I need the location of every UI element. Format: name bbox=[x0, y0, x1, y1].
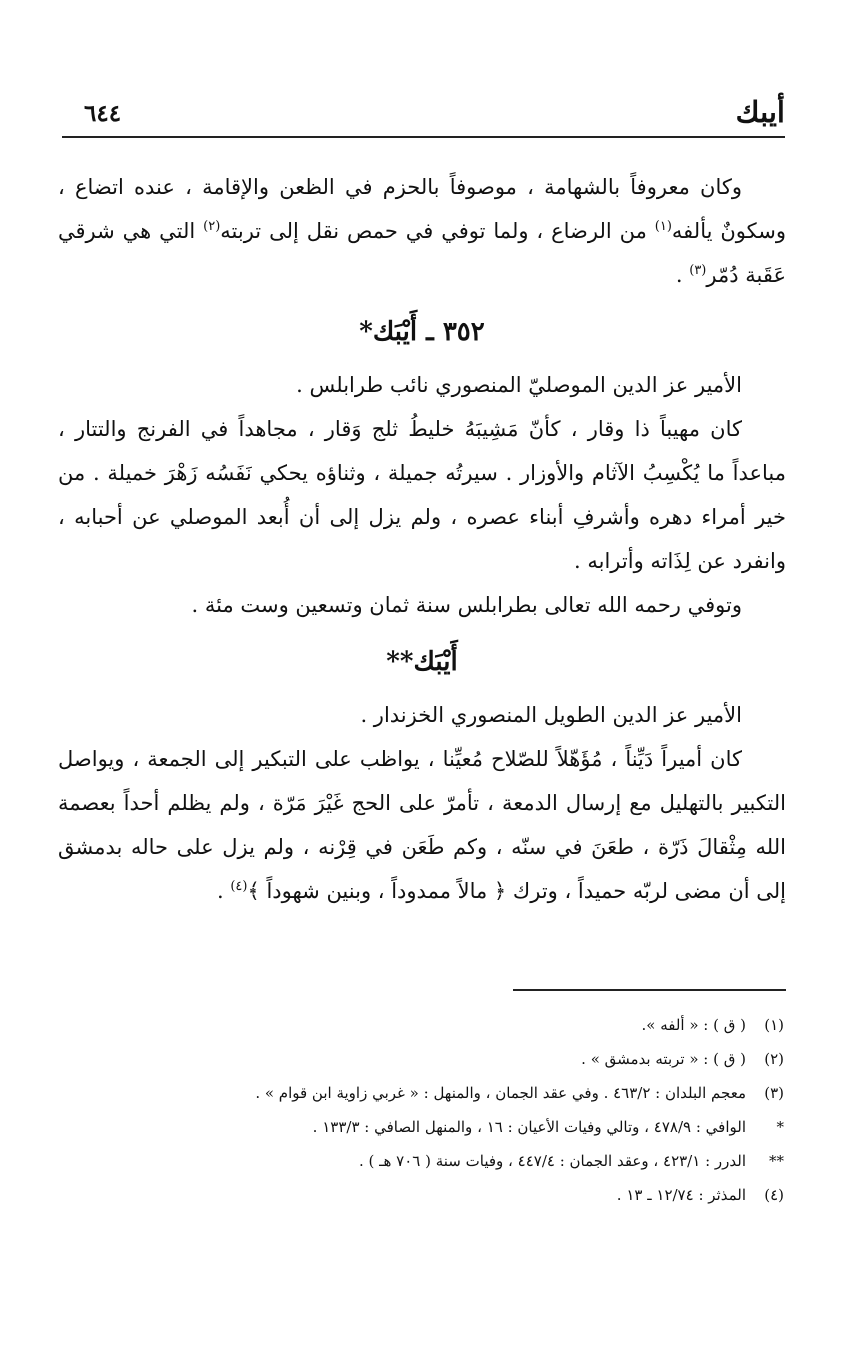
footnote-mark: (٤) bbox=[764, 1186, 784, 1204]
footnote-item bbox=[180, 1144, 784, 1178]
footnote-text: ( ق ) : « ألفه ». bbox=[641, 1016, 746, 1034]
entry-352-intro: الأمير عز الدين الموصليّ المنصوري نائب طرابلس . bbox=[296, 373, 742, 397]
footnote-item bbox=[180, 1042, 784, 1076]
previous-entry-paragraph bbox=[58, 165, 786, 297]
footnote-text: الدرر : ٤٢٣/١ ، وعقد الجمان : ٤٤٧/٤ ، وفيات سنة ( ٧٠٦ هـ ) . bbox=[358, 1152, 746, 1170]
running-header bbox=[62, 92, 785, 138]
footnote-ref-2: (٢) bbox=[203, 219, 221, 234]
footnote-ref-3: (٣) bbox=[689, 263, 707, 278]
footnote-mark: (٣) bbox=[764, 1084, 784, 1102]
footnote-text: المذثر : ١٢/٧٤ ـ ١٣ . bbox=[616, 1186, 746, 1204]
footnote-item bbox=[180, 1076, 784, 1110]
entry-next-body: كان أميراً دَيِّناً ، مُؤَهّلاً للصّلاح مُعيِّنا ، يواظب على التبكير إلى الجمعة ، ويواصل التكبير بالتهليل مع إرسال الدمعة ، تأمرّ على الحج غَيْرَ مَرّة ، ولم يظلم أحداً بعصمة الله مِثْقالَ ذَرّة ، طعَنَ في سنّه ، وكم طَعَن في قِرْنه ، ولم يزل على حاله بدمشق إلى أن مضى لربّه حميداً ، وترك ﴿ مالاً ممدوداً ، وبنين شهوداً ﴾ bbox=[58, 747, 787, 903]
header-title: أيبك bbox=[735, 95, 785, 129]
footnote-mark: * bbox=[776, 1118, 784, 1136]
footnote-text: الوافي : ٤٧٨/٩ ، وتالي وفيات الأعيان : ١٦ ، والمنهل الصافي : ١٣٣/٣ . bbox=[312, 1118, 746, 1136]
previous-entry-text-1: وكان معروفاً بالشهامة ، موصوفاً بالحزم في الظعن والإقامة ، عنده اتضاع ، وسكونٌ يألفه bbox=[58, 175, 786, 243]
footnote-ref-4: (٤) bbox=[230, 879, 248, 894]
entry-352-death: وتوفي رحمه الله تعالى بطرابلس سنة ثمان وتسعين وست مئة . bbox=[191, 593, 742, 617]
entry-next-body-paragraph bbox=[58, 737, 786, 913]
footnote-mark: (٢) bbox=[764, 1050, 784, 1068]
main-text bbox=[58, 165, 786, 913]
footnote-separator bbox=[513, 989, 786, 991]
footnote-mark: (١) bbox=[764, 1016, 784, 1034]
footnote-item bbox=[180, 1178, 784, 1212]
footnote-item bbox=[180, 1110, 784, 1144]
page-number: ٦٤٤ bbox=[84, 100, 122, 127]
entry-next-intro: الأمير عز الدين الطويل المنصوري الخزندار . bbox=[360, 703, 742, 727]
entry-next-end: . bbox=[216, 879, 224, 903]
entry-352-heading: ٣٥٢ ـ أَيْبَك* bbox=[359, 317, 485, 347]
footnote-text: ( ق ) : « تربته بدمشق » . bbox=[581, 1050, 746, 1068]
previous-entry-text-4: . bbox=[675, 263, 683, 287]
entry-352-body: كان مهيباً ذا وقار ، كأنّ مَشِيبَهُ خليطُ ثلج وَقار ، مجاهداً في الفرنج والتتار ، مباعداً ما يُكْسِبُ الآثام والأوزار . سيرتُه جميلة ، وثناؤه يحكي نَفَسُه زَهْرَ خميلة . من خير أمراء دهره وأشرفِ أبناء عصره ، ولم يزل إلى أن أُبعد الموصلي عن أحبابه ، وانفرد عن لِذَاته وأترابه . bbox=[58, 417, 786, 573]
footnote-text: معجم البلدان : ٤٦٣/٢ . وفي عقد الجمان ، والمنهل : « غربي زاوية ابن قوام » . bbox=[255, 1084, 746, 1102]
footnote-ref-1: (١) bbox=[654, 219, 672, 234]
previous-entry-text-3: التي هي شرقي عَقَبة دُمّر bbox=[58, 219, 786, 287]
footnotes bbox=[180, 1008, 784, 1212]
previous-entry-text-2: من الرضاع ، ولما توفي في حمص نقل إلى تربته bbox=[220, 219, 647, 243]
entry-next-heading: أَيْبَك** bbox=[386, 647, 458, 677]
footnote-mark: ** bbox=[769, 1152, 784, 1170]
footnote-item bbox=[180, 1008, 784, 1042]
